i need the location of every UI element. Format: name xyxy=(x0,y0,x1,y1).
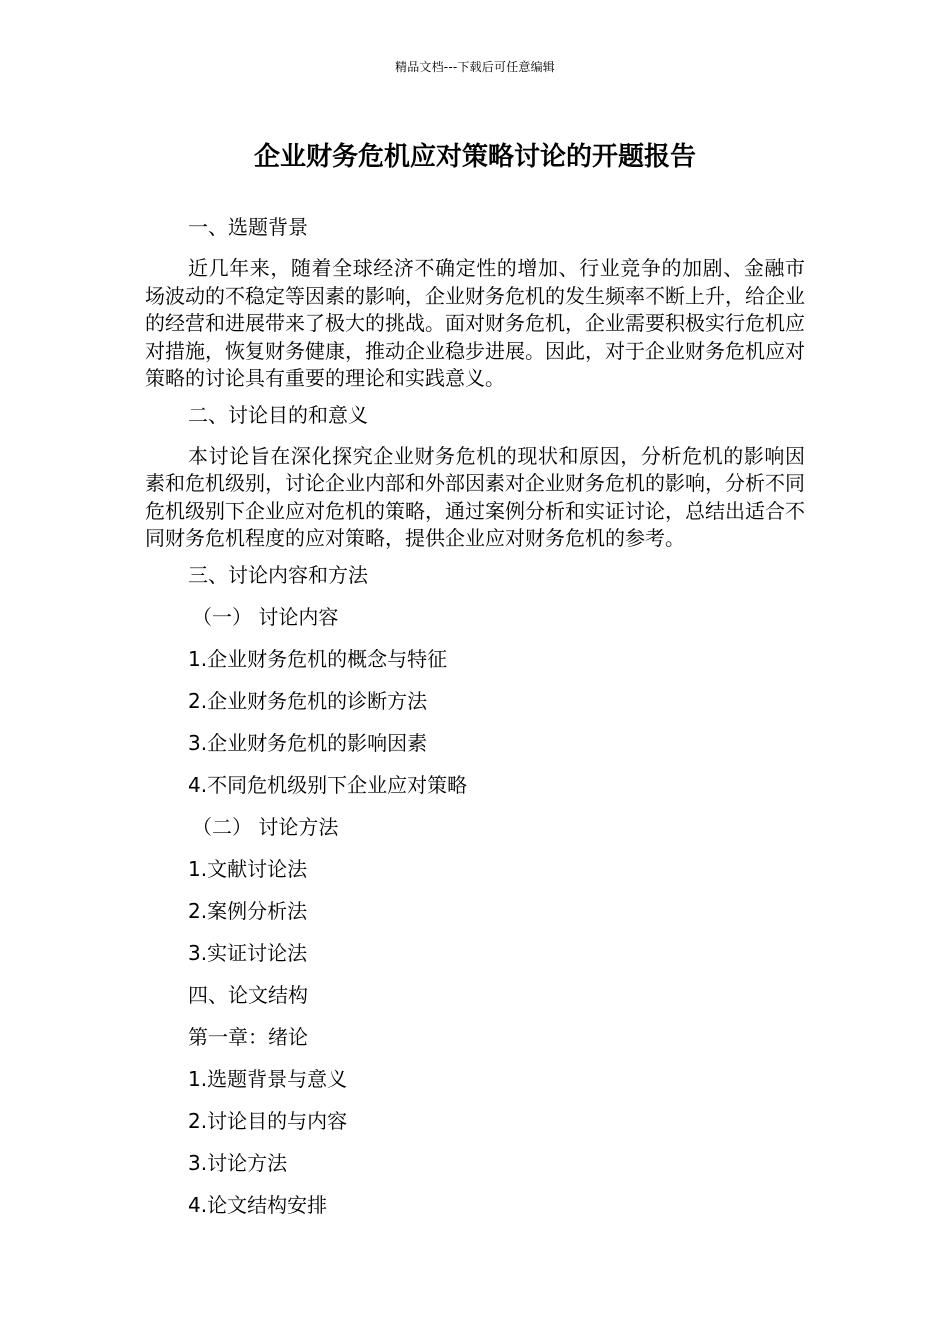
list-item: 1.企业财务危机的概念与特征 xyxy=(188,646,448,671)
list-item: 3.讨论方法 xyxy=(188,1150,288,1175)
list-item: 1.选题背景与意义 xyxy=(188,1066,348,1091)
subsection-heading-method: （二） 讨论方法 xyxy=(192,814,339,839)
section-heading-purpose: 二、讨论目的和意义 xyxy=(188,402,368,427)
document-body xyxy=(145,213,805,1233)
list-item: 1.文献讨论法 xyxy=(188,856,308,881)
chapter-heading: 第一章：绪论 xyxy=(188,1024,308,1049)
document-title: 企业财务危机应对策略讨论的开题报告 xyxy=(253,142,696,172)
paragraph-purpose: 本讨论旨在深化探究企业财务危机的现状和原因，分析危机的影响因素和危机级别，讨论企业内部和外部因素对企业财务危机的影响，分析不同危机级别下企业应对危机的策略，通过案例分析和实证讨论，总结出适合不同财务危机程度的应对策略，提供企业应对财务危机的参考。 xyxy=(145,443,805,550)
section-heading-content-method: 三、讨论内容和方法 xyxy=(188,562,368,587)
list-item: 4.论文结构安排 xyxy=(188,1192,328,1217)
list-item: 2.案例分析法 xyxy=(188,898,308,923)
list-item: 2.企业财务危机的诊断方法 xyxy=(188,688,428,713)
section-heading-structure: 四、论文结构 xyxy=(188,982,308,1007)
list-item: 3.企业财务危机的影响因素 xyxy=(188,730,428,755)
paragraph-background: 近几年来，随着全球经济不确定性的增加、行业竞争的加剧、金融市场波动的不稳定等因素的影响，企业财务危机的发生频率不断上升，给企业的经营和进展带来了极大的挑战。面对财务危机，企业需要积极实行危机应对措施，恢复财务健康，推动企业稳步进展。因此，对于企业财务危机应对策略的讨论具有重要的理论和实践意义。 xyxy=(145,256,805,390)
list-item: 2.讨论目的与内容 xyxy=(188,1108,348,1133)
list-item: 4.不同危机级别下企业应对策略 xyxy=(188,772,468,797)
subsection-heading-content: （一） 讨论内容 xyxy=(192,604,339,629)
section-heading-background: 一、选题背景 xyxy=(188,215,308,239)
header-note: 精品文档---下载后可任意编辑 xyxy=(395,60,555,74)
list-item: 3.实证讨论法 xyxy=(188,940,308,965)
